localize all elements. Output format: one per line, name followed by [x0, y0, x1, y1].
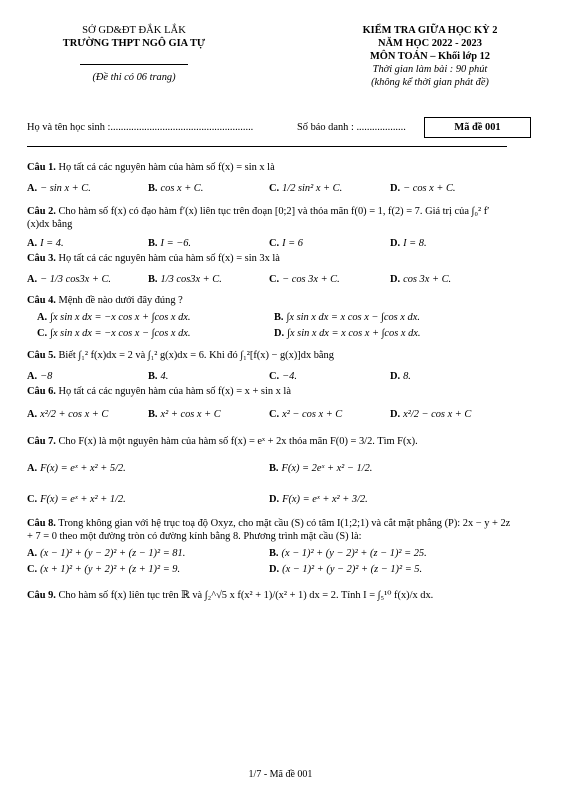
option-a	[27, 408, 148, 421]
school-name: TRƯỜNG THPT NGÔ GIA TỰ	[62, 38, 206, 50]
question-label: Câu 7.	[27, 436, 56, 447]
option-a	[27, 237, 148, 250]
question-4	[27, 294, 511, 343]
school-year: NĂM HỌC 2022 - 2023	[378, 38, 482, 49]
question-9	[27, 589, 511, 602]
question-label: Câu 3.	[27, 253, 56, 264]
option-text: (x + 1)² + (y + 2)² + (z + 1)² = 9.	[40, 564, 181, 575]
option-letter: D.	[390, 409, 401, 420]
header-divider	[80, 64, 188, 65]
question-text: Cho F(x) là một nguyên hàm của hàm số f(x) = eˣ + 2x thỏa mãn F(0) = 3/2. Tìm F(x).	[58, 436, 418, 447]
question-6	[27, 385, 511, 421]
option-letter: C.	[27, 494, 38, 505]
duration: Thời gian làm bài : 90 phút	[372, 64, 488, 75]
option-letter: A.	[27, 463, 38, 474]
option-d	[274, 327, 511, 340]
option-text: ∫x sin x dx = x cos x + ∫cos x dx.	[287, 328, 421, 339]
option-letter: D.	[390, 371, 401, 382]
header-left	[34, 24, 234, 84]
question-text: Họ tất cả các nguyên hàm của hàm số f(x) = x + sin x là	[58, 386, 291, 397]
option-letter: B.	[148, 274, 158, 285]
option-c	[27, 493, 269, 506]
option-text: − 1/3 cos3x + C.	[40, 274, 111, 285]
option-letter: D.	[390, 183, 401, 194]
option-d	[390, 237, 511, 250]
option-text: I = 8.	[403, 238, 427, 249]
option-letter: D.	[274, 328, 285, 339]
option-letter: B.	[148, 238, 158, 249]
option-d	[269, 563, 511, 576]
option-b	[148, 370, 269, 383]
option-letter: A.	[27, 371, 38, 382]
option-text: I = 4.	[40, 238, 64, 249]
pages-note: (Đề thi có 06 trang)	[92, 72, 176, 84]
option-text: 1/3 cos3x + C.	[160, 274, 222, 285]
option-text: x²/2 − cos x + C	[403, 409, 472, 420]
option-letter: D.	[390, 238, 401, 249]
header-rule	[27, 146, 507, 147]
option-letter: C.	[269, 274, 280, 285]
option-d	[269, 493, 511, 506]
option-c	[269, 408, 390, 421]
option-a	[27, 273, 148, 286]
option-text: I = 6	[282, 238, 303, 249]
option-text: F(x) = 2eˣ + x² − 1/2.	[281, 463, 373, 474]
question-1	[27, 161, 511, 195]
student-name-field: Họ và tên học sinh :.......................................................	[27, 122, 254, 133]
option-text: −4.	[282, 371, 297, 382]
option-b	[269, 547, 511, 560]
option-letter: C.	[269, 183, 280, 194]
student-info-line	[27, 117, 507, 139]
option-text: x² + cos x + C	[160, 409, 221, 420]
option-b	[148, 182, 269, 195]
question-2	[27, 205, 511, 250]
option-letter: B.	[148, 183, 158, 194]
option-c	[269, 370, 390, 383]
option-text: (x − 1)² + (y − 2)² + (z − 1)² = 81.	[40, 548, 186, 559]
option-text: I = −6.	[160, 238, 192, 249]
option-text: F(x) = eˣ + x² + 3/2.	[282, 494, 368, 505]
question-7	[27, 435, 511, 509]
question-label: Câu 4.	[27, 295, 56, 306]
option-text: − cos 3x + C.	[282, 274, 340, 285]
option-text: F(x) = eˣ + x² + 1/2.	[40, 494, 126, 505]
option-letter: B.	[269, 548, 279, 559]
question-label: Câu 1.	[27, 162, 56, 173]
question-label: Câu 5.	[27, 350, 56, 361]
option-c	[269, 237, 390, 250]
question-label: Câu 2.	[27, 206, 56, 217]
option-letter: D.	[269, 494, 280, 505]
option-text: x²/2 + cos x + C	[40, 409, 109, 420]
option-text: ∫x sin x dx = −x cos x − ∫cos x dx.	[50, 328, 191, 339]
option-letter: C.	[27, 564, 38, 575]
question-text: Cho hàm số f(x) liên tục trên ℝ và ∫₂^√5 x f(x² + 1)/(x² + 1) dx = 2. Tính I = ∫₅¹⁰ f(x)/x dx.	[58, 590, 434, 601]
question-text: Họ tất cả các nguyên hàm của hàm số f(x) = sin x là	[58, 162, 275, 173]
option-letter: A.	[27, 274, 38, 285]
option-text: ∫x sin x dx = −x cos x + ∫cos x dx.	[50, 312, 191, 323]
question-text: Biết ∫₁² f(x)dx = 2 và ∫₁² g(x)dx = 6. Khi đó ∫₁²[f(x) − g(x)]dx bằng	[58, 350, 334, 361]
option-a	[27, 370, 148, 383]
student-id-field: Số báo danh : ...................	[297, 122, 406, 133]
exam-code-box: Mã đề 001	[424, 117, 531, 138]
option-text: 4.	[160, 371, 169, 382]
option-text: ∫x sin x dx = x cos x − ∫cos x dx.	[286, 312, 420, 323]
option-text: 1/2 sin² x + C.	[282, 183, 343, 194]
option-c	[37, 327, 274, 340]
option-letter: A.	[27, 183, 38, 194]
option-letter: C.	[269, 238, 280, 249]
option-letter: C.	[37, 328, 48, 339]
option-text: (x − 1)² + (y − 2)² + (z − 1)² = 5.	[282, 564, 423, 575]
option-letter: B.	[148, 371, 158, 382]
option-letter: B.	[148, 409, 158, 420]
option-letter: C.	[269, 409, 280, 420]
option-text: F(x) = eˣ + x² + 5/2.	[40, 463, 126, 474]
option-d	[390, 182, 511, 195]
option-c	[269, 182, 390, 195]
option-text: cos 3x + C.	[403, 274, 452, 285]
option-b	[148, 408, 269, 421]
header-right	[320, 24, 540, 89]
option-text: cos x + C.	[160, 183, 204, 194]
option-a	[37, 311, 274, 324]
option-letter: A.	[27, 548, 38, 559]
question-label: Câu 9.	[27, 590, 56, 601]
option-d	[390, 273, 511, 286]
option-text: − cos x + C.	[403, 183, 456, 194]
option-letter: A.	[27, 409, 38, 420]
question-text: Trong không gian với hệ trục toạ độ Oxyz, cho mặt cầu (S) có tâm I(1;2;1) và cắt mặt phẳng (P): 2x − y + 2z + 7 = 0 theo một đường tròn có đường kính bằng 8. Phương trình mặt cầu (S) là:	[27, 518, 511, 542]
questions	[27, 159, 511, 602]
option-text: −8	[40, 371, 53, 382]
option-c	[269, 273, 390, 286]
page-footer: 1/7 - Mã đề 001	[248, 769, 313, 780]
option-c	[27, 563, 269, 576]
option-b	[274, 311, 511, 324]
question-3	[27, 252, 511, 286]
question-text: Cho hàm số f(x) có đạo hàm f′(x) liên tục trên đoạn [0;2] và thỏa mãn f(0) = 1, f(2) = 7. Giá trị của ∫₀² f′(x)dx bằng	[27, 206, 490, 230]
question-text: Mệnh đề nào dưới đây đúng ?	[58, 295, 183, 306]
option-text: (x − 1)² + (y − 2)² + (z − 1)² = 25.	[281, 548, 427, 559]
option-letter: D.	[269, 564, 280, 575]
option-letter: B.	[269, 463, 279, 474]
option-letter: D.	[390, 274, 401, 285]
question-text: Họ tất cả các nguyên hàm của hàm số f(x) = sin 3x là	[58, 253, 280, 264]
option-text: 8.	[403, 371, 411, 382]
exam-title: KIỂM TRA GIỮA HỌC KỲ 2	[362, 25, 498, 36]
question-8	[27, 517, 511, 579]
option-b	[269, 462, 511, 475]
option-d	[390, 408, 511, 421]
option-a	[27, 462, 269, 475]
option-text: − sin x + C.	[40, 183, 91, 194]
option-a	[27, 547, 269, 560]
option-letter: C.	[269, 371, 280, 382]
option-letter: B.	[274, 312, 284, 323]
question-label: Câu 8.	[27, 518, 56, 529]
option-d	[390, 370, 511, 383]
option-b	[148, 273, 269, 286]
option-text: x² − cos x + C	[282, 409, 343, 420]
question-label: Câu 6.	[27, 386, 56, 397]
option-a	[27, 182, 148, 195]
question-5	[27, 349, 511, 383]
department-name: SỞ GD&ĐT ĐẮK LẮK	[82, 25, 186, 36]
duration-note: (không kể thời gian phát đề)	[371, 77, 489, 88]
option-b	[148, 237, 269, 250]
option-letter: A.	[37, 312, 48, 323]
option-letter: A.	[27, 238, 38, 249]
subject: MÔN TOÁN – Khối lớp 12	[370, 51, 490, 62]
